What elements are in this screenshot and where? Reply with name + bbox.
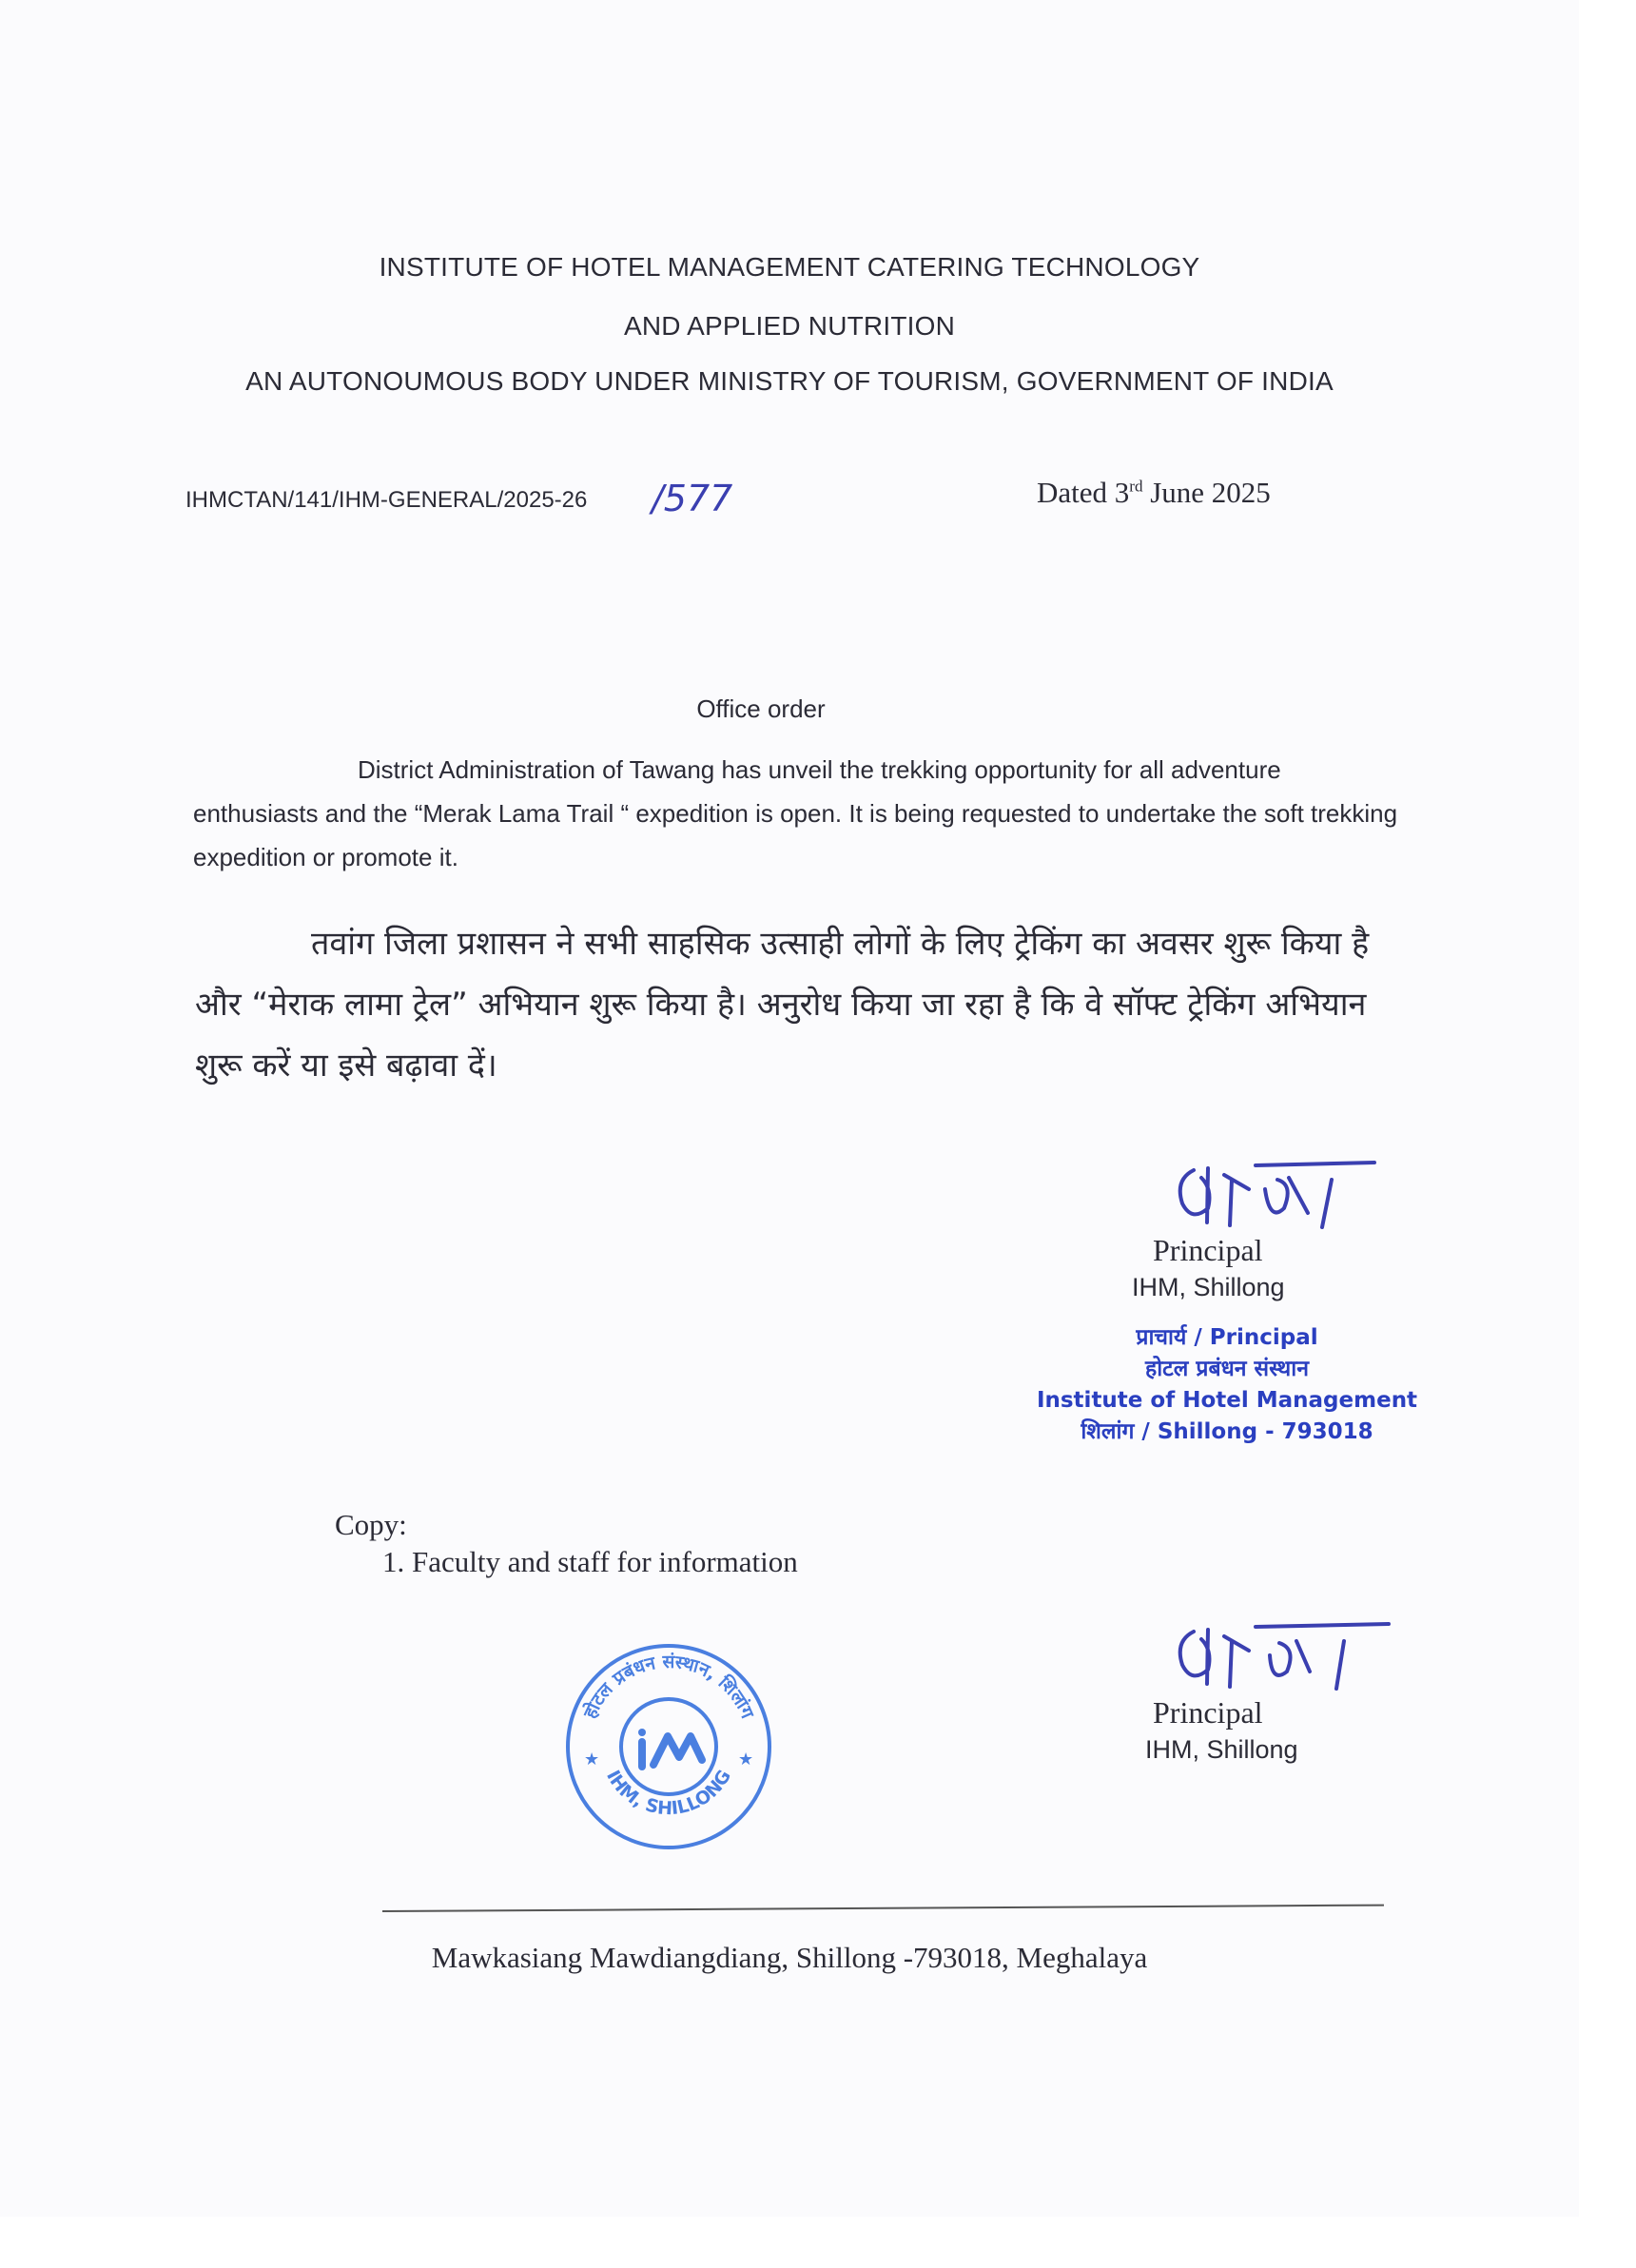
- date-line: [1037, 476, 1271, 510]
- stamp-line-2: होटल प्रबंधन संस्थान: [1145, 1357, 1309, 1381]
- official-stamp: [1027, 1322, 1427, 1448]
- header-line-3: AN AUTONOUMOUS BODY UNDER MINISTRY OF TOURISM, GOVERNMENT OF INDIA: [245, 366, 1334, 396]
- body-english: District Administration of Tawang has unveil the trekking opportunity for all adventure enthusiasts and the “Merak Lama Trail “ expedition is open. It is being requested to undertake the soft trekking expedition or promote it.: [193, 755, 1398, 871]
- stamp-line-1: प्राचार्य / Principal: [1136, 1325, 1318, 1350]
- reference-number: IHMCTAN/141/IHM-GENERAL/2025-26: [185, 487, 588, 513]
- signature1-title: Principal: [1153, 1233, 1263, 1267]
- seal-star-left-icon: ★: [584, 1750, 600, 1769]
- signature2-org: IHM, Shillong: [1145, 1735, 1298, 1764]
- handwritten-signature-2: [1165, 1613, 1403, 1703]
- stamp-line-3: Institute of Hotel Management: [1036, 1388, 1418, 1413]
- header-line-1: INSTITUTE OF HOTEL MANAGEMENT CATERING TECHNOLOGY: [379, 252, 1200, 282]
- signature1-org: IHM, Shillong: [1132, 1273, 1285, 1301]
- footer-address: Mawkasiang Mawdiangdiang, Shillong -793018, Meghalaya: [431, 1941, 1148, 1974]
- date-ordinal: rd: [1129, 477, 1143, 496]
- seal-logo-icon: [638, 1729, 702, 1767]
- date-label: Dated 3: [1037, 476, 1130, 509]
- seal-star-right-icon: ★: [738, 1750, 754, 1769]
- seal-top-text: होटल प्रबंधन संस्थान, शिलांग: [579, 1651, 758, 1722]
- copy-label: Copy:: [335, 1508, 407, 1541]
- stamp-line-4: शिलांग / Shillong - 793018: [1081, 1419, 1373, 1444]
- document-title: Office order: [696, 694, 826, 723]
- handwritten-signature-1: [1165, 1151, 1393, 1242]
- footer-divider: [382, 1905, 1384, 1912]
- body-hindi: तवांग जिला प्रशासन ने सभी साहसिक उत्साही लोगों के लिए ट्रेकिंग का अवसर शुरू किया है और “मेराक लामा ट्रेल” अभियान शुरू किया है। अनुरोध किया जा रहा है कि वे सॉफ्ट ट्रेकिंग अभियान शुरू करें या इसे बढ़ावा दें।: [195, 925, 1370, 1085]
- copy-item: 1. Faculty and staff for information: [382, 1545, 798, 1578]
- header-line-2: AND APPLIED NUTRITION: [623, 311, 956, 341]
- date-rest: June 2025: [1142, 476, 1271, 509]
- signature2-title: Principal: [1153, 1695, 1263, 1730]
- institute-seal: [563, 1641, 774, 1852]
- seal-bottom-text: IHM, SHILLONG: [602, 1766, 736, 1820]
- handwritten-dispatch-number: /577: [652, 478, 733, 519]
